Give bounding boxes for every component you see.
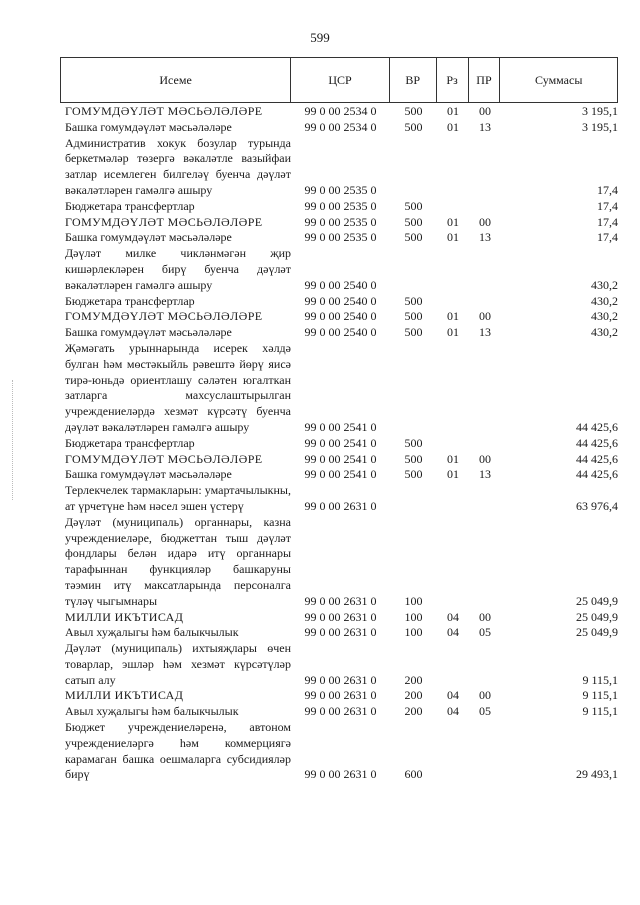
table-row <box>60 341 618 436</box>
row-vr-cell: 500 <box>404 467 423 482</box>
row-vr-cell: 500 <box>404 309 423 324</box>
row-pr-cell: 13 <box>479 467 491 482</box>
table-row <box>60 641 618 688</box>
row-csr-cell: 99 0 00 2631 0 <box>304 593 377 608</box>
row-name-cell: Авыл хуҗалыгы һәм балыкчылык <box>65 704 239 719</box>
row-pr-cell: 13 <box>479 325 491 340</box>
row-rz-cell: 04 <box>447 704 459 719</box>
page-number: 599 <box>310 30 330 45</box>
table-row <box>60 230 618 246</box>
row-csr-cell: 99 0 00 2540 0 <box>304 325 377 340</box>
row-name-cell: Җәмәгать урыннарында исерек хәлдә булган һәм мөстәкыйль рәвештә йөрү яисә тирә-юньдә ориентлашу сәләтен югалткан затларга махсуслаштырылган учреждениеләрдә хезмәт күрсәтү буенча дәүләт вәкаләтләрен гамәлгә ашыру <box>65 340 291 434</box>
row-rz-cell: 01 <box>447 214 459 229</box>
row-sum-cell: 430,2 <box>591 293 618 308</box>
row-pr-cell: 00 <box>479 609 491 624</box>
table-row <box>60 325 618 341</box>
row-name-cell: ГОМУМДӘҮЛӘТ МӘСЬӘЛӘЛӘРЕ <box>65 451 263 466</box>
row-csr-cell: 99 0 00 2535 0 <box>304 214 377 229</box>
row-name-cell: ГОМУМДӘҮЛӘТ МӘСЬӘЛӘЛӘРЕ <box>65 309 263 324</box>
row-vr-cell: 500 <box>404 119 423 134</box>
row-pr-cell: 05 <box>479 704 491 719</box>
table-row <box>60 436 618 452</box>
row-csr-cell: 99 0 00 2534 0 <box>304 104 377 118</box>
row-rz-cell: 01 <box>447 467 459 482</box>
row-rz-cell: 04 <box>447 688 459 703</box>
row-name-cell: ГОМУМДӘҮЛӘТ МӘСЬӘЛӘЛӘРЕ <box>65 214 263 229</box>
header-pr: ПР <box>469 58 501 102</box>
row-csr-cell: 99 0 00 2541 0 <box>304 451 377 466</box>
row-vr-cell: 500 <box>404 230 423 245</box>
table-row <box>60 610 618 626</box>
row-sum-cell: 63 976,4 <box>576 498 618 513</box>
row-name-cell: ГОМУМДӘҮЛӘТ МӘСЬӘЛӘЛӘРЕ <box>65 104 263 118</box>
table-row <box>60 199 618 215</box>
row-name-cell: Дәүләт милке чикләнмәгән җир кишәрлекләрен бирү буенча дәүләт вәкаләтләрен гамәлгә ашыру <box>65 246 291 292</box>
row-vr-cell: 100 <box>404 593 423 608</box>
row-pr-cell: 00 <box>479 688 491 703</box>
row-name-cell: Бюджет учреждениеләренә, автоном учреждениеләргә һәм коммерциягә карамаган башка оешмаларга субсидияләр бирү <box>65 720 291 782</box>
table-row <box>60 215 618 231</box>
row-sum-cell: 9 115,1 <box>582 672 618 687</box>
row-sum-cell: 17,4 <box>597 230 618 245</box>
row-vr-cell: 200 <box>404 704 423 719</box>
row-sum-cell: 25 049,9 <box>576 593 618 608</box>
row-name-cell: МИЛЛИ ИКЪТИСАД <box>65 609 184 624</box>
row-pr-cell: 00 <box>479 104 491 118</box>
row-vr-cell: 200 <box>404 672 423 687</box>
table-row <box>60 246 618 293</box>
table-row <box>60 309 618 325</box>
table-row <box>60 704 618 720</box>
table-row <box>60 294 618 310</box>
row-rz-cell: 01 <box>447 325 459 340</box>
row-rz-cell: 01 <box>447 119 459 134</box>
margin-mark <box>12 380 14 500</box>
row-csr-cell: 99 0 00 2535 0 <box>304 198 377 213</box>
row-vr-cell: 500 <box>404 451 423 466</box>
row-sum-cell: 44 425,6 <box>576 435 618 450</box>
row-name-cell: Бюджетара трансфертлар <box>65 198 195 213</box>
row-pr-cell: 05 <box>479 625 491 640</box>
table-row <box>60 483 618 515</box>
row-pr-cell: 00 <box>479 451 491 466</box>
row-sum-cell: 17,4 <box>597 198 618 213</box>
row-csr-cell: 99 0 00 2631 0 <box>304 767 377 782</box>
row-vr-cell: 500 <box>404 325 423 340</box>
row-csr-cell: 99 0 00 2631 0 <box>304 704 377 719</box>
row-csr-cell: 99 0 00 2631 0 <box>304 688 377 703</box>
row-rz-cell: 01 <box>447 451 459 466</box>
table-row <box>60 688 618 704</box>
row-csr-cell: 99 0 00 2541 0 <box>304 435 377 450</box>
row-csr-cell: 99 0 00 2541 0 <box>304 419 377 434</box>
row-sum-cell: 17,4 <box>597 182 618 197</box>
row-csr-cell: 99 0 00 2631 0 <box>304 498 377 513</box>
table-header <box>60 57 618 103</box>
table-row <box>60 136 618 199</box>
header-rz: Рз <box>437 58 469 102</box>
row-csr-cell: 99 0 00 2540 0 <box>304 277 377 292</box>
row-sum-cell: 430,2 <box>591 325 618 340</box>
row-vr-cell: 500 <box>404 104 423 118</box>
row-vr-cell: 500 <box>404 214 423 229</box>
row-name-cell: Дәүләт (муниципаль) органнары, казна учреждениеләре, бюджеттан тыш дәүләт фондлары белән идарә итү органнары тарафыннан функцияләр башкаруны тәэмин итү максатларында персоналга түләү чыгымнары <box>65 514 291 608</box>
table-row <box>60 625 618 641</box>
row-pr-cell: 13 <box>479 119 491 134</box>
row-name-cell: Административ хокук бозулар турында беркетмәләр төзергә вәкаләтле вазыйфаи затлар исемлеген билгеләү буенча дәүләт вәкаләтләрен гамәлгә ашыру <box>65 135 291 197</box>
row-pr-cell: 00 <box>479 309 491 324</box>
row-vr-cell: 100 <box>404 609 423 624</box>
header-sum: Суммасы <box>535 72 583 87</box>
row-sum-cell: 9 115,1 <box>582 704 618 719</box>
row-sum-cell: 430,2 <box>591 277 618 292</box>
header-name: Исеме <box>61 58 291 102</box>
row-csr-cell: 99 0 00 2540 0 <box>304 309 377 324</box>
row-csr-cell: 99 0 00 2631 0 <box>304 672 377 687</box>
row-csr-cell: 99 0 00 2631 0 <box>304 609 377 624</box>
row-vr-cell: 500 <box>404 435 423 450</box>
row-csr-cell: 99 0 00 2534 0 <box>304 119 377 134</box>
row-sum-cell: 29 493,1 <box>576 767 618 782</box>
row-pr-cell: 13 <box>479 230 491 245</box>
row-csr-cell: 99 0 00 2541 0 <box>304 467 377 482</box>
row-sum-cell: 44 425,6 <box>576 419 618 434</box>
row-name-cell: Башка гомумдәүләт мәсьәләләре <box>65 119 232 134</box>
row-sum-cell: 25 049,9 <box>576 609 618 624</box>
row-vr-cell: 200 <box>404 688 423 703</box>
row-name-cell: Бюджетара трансфертлар <box>65 435 195 450</box>
row-vr-cell: 100 <box>404 625 423 640</box>
header-csr: ЦСР <box>291 58 390 102</box>
row-csr-cell: 99 0 00 2535 0 <box>304 230 377 245</box>
row-name-cell: Бюджетара трансфертлар <box>65 293 195 308</box>
row-vr-cell: 500 <box>404 198 423 213</box>
row-sum-cell: 17,4 <box>597 214 618 229</box>
row-rz-cell: 01 <box>447 230 459 245</box>
row-name-cell: Башка гомумдәүләт мәсьәләләре <box>65 230 232 245</box>
row-sum-cell: 3 195,1 <box>582 104 618 118</box>
table-row <box>60 515 618 610</box>
table-row <box>60 720 618 783</box>
row-vr-cell: 600 <box>404 767 423 782</box>
row-name-cell: Башка гомумдәүләт мәсьәләләре <box>65 325 232 340</box>
row-name-cell: Дәүләт (муниципаль) ихтыяҗлары өчен товарлар, эшләр һәм хезмәт күрсәтүләр сатып алу <box>65 641 291 687</box>
row-pr-cell: 00 <box>479 214 491 229</box>
table-row <box>60 104 618 120</box>
row-name-cell: Терлекчелек тармакларын: умартачылыкны, ат үрчетүне һәм нәсел эшен үстерү <box>65 483 291 513</box>
row-csr-cell: 99 0 00 2631 0 <box>304 625 377 640</box>
row-name-cell: МИЛЛИ ИКЪТИСАД <box>65 688 184 703</box>
table-row <box>60 452 618 468</box>
header-vr: ВР <box>390 58 437 102</box>
row-sum-cell: 25 049,9 <box>576 625 618 640</box>
row-name-cell: Авыл хуҗалыгы һәм балыкчылык <box>65 625 239 640</box>
row-rz-cell: 04 <box>447 609 459 624</box>
row-csr-cell: 99 0 00 2535 0 <box>304 182 377 197</box>
row-rz-cell: 01 <box>447 104 459 118</box>
row-sum-cell: 3 195,1 <box>582 119 618 134</box>
row-rz-cell: 04 <box>447 625 459 640</box>
row-csr-cell: 99 0 00 2540 0 <box>304 293 377 308</box>
row-rz-cell: 01 <box>447 309 459 324</box>
row-sum-cell: 44 425,6 <box>576 467 618 482</box>
table-body <box>60 104 618 783</box>
row-vr-cell: 500 <box>404 293 423 308</box>
row-sum-cell: 9 115,1 <box>582 688 618 703</box>
row-sum-cell: 430,2 <box>591 309 618 324</box>
table-row <box>60 467 618 483</box>
table-row <box>60 120 618 136</box>
row-sum-cell: 44 425,6 <box>576 451 618 466</box>
row-name-cell: Башка гомумдәүләт мәсьәләләре <box>65 467 232 482</box>
